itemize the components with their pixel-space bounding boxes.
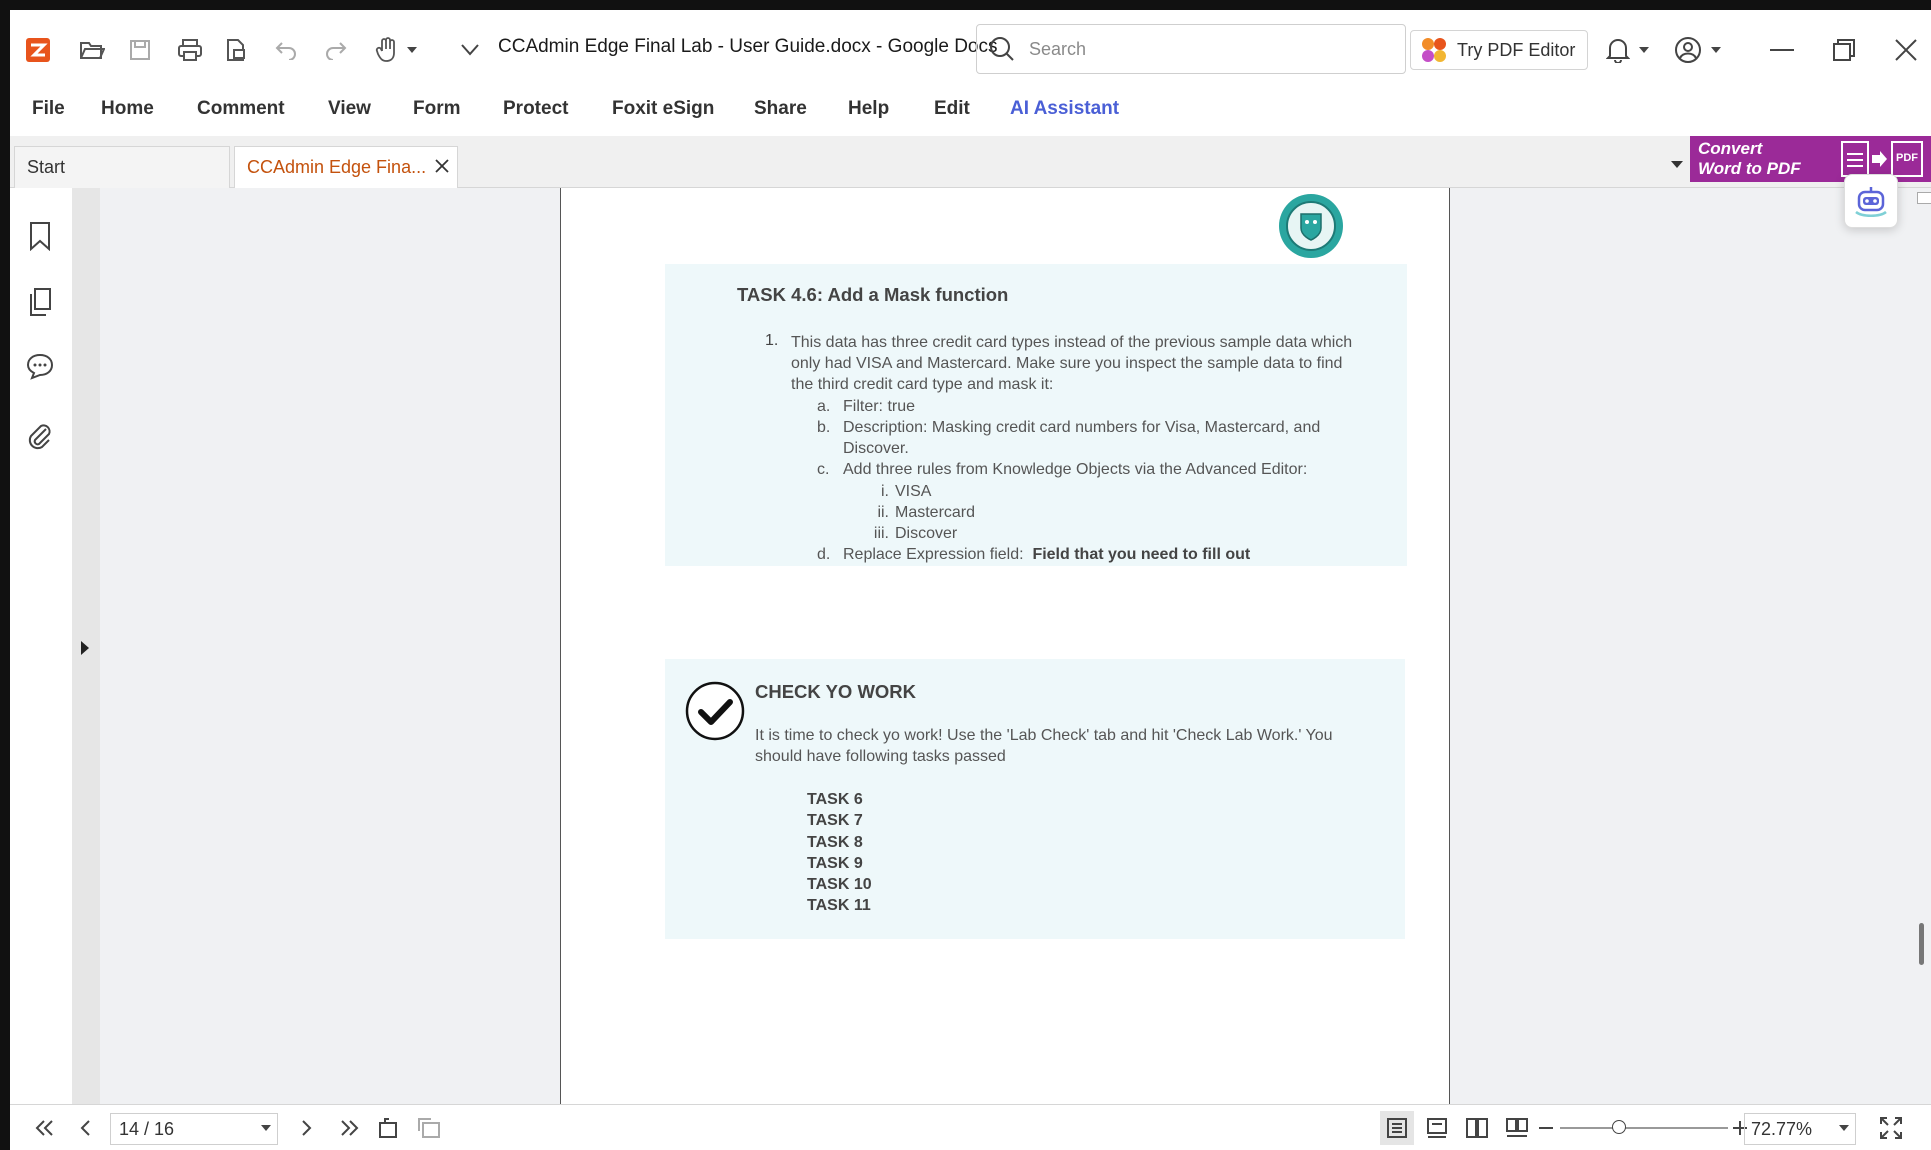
document-workspace [100,188,1931,1104]
facing-view-icon[interactable] [1460,1111,1494,1145]
page-dropdown-icon[interactable] [261,1125,271,1131]
substep-label: a. [817,398,831,415]
scroll-indicator[interactable] [1917,192,1931,204]
rule-visa: VISA [895,483,932,500]
try-pdf-editor-label: Try PDF Editor [1457,39,1576,60]
rule-mastercard: Mastercard [895,504,976,521]
task-box [665,264,1407,566]
zoom-slider-thumb[interactable] [1612,1120,1626,1134]
task-list-item: TASK 6 [807,791,863,808]
subsubstep-label: i. [881,483,889,500]
document-page [560,188,1450,1104]
substep-description: Description: Masking credit card numbers for Visa, Mastercard, and [843,419,1321,436]
zoom-dropdown-icon[interactable] [1839,1125,1849,1131]
tab-document-label: CCAdmin Edge Fina... [247,157,427,177]
menu-comment[interactable]: Comment [197,98,285,119]
checkmark-circle-icon [685,681,745,741]
check-work-title: CHECK YO WORK [755,681,917,702]
menu-home[interactable]: Home [101,98,154,119]
check-work-line: should have following tasks passed [755,748,1006,765]
menu-protect[interactable]: Protect [503,98,569,119]
bookmark-icon[interactable] [22,218,58,254]
task-list [807,789,872,917]
menu-ai-assistant[interactable]: AI Assistant [1010,98,1120,119]
menu-help[interactable]: Help [848,98,890,119]
pdf-editor-logo-icon [1421,37,1447,63]
redo-icon[interactable] [316,30,356,70]
page-number-value: 14 / 16 [119,1118,175,1139]
task-paragraph-line: This data has three credit card types instead of the previous sample data which [791,334,1353,351]
school-seal-logo [1277,192,1345,260]
page-number-selector[interactable] [110,1113,278,1145]
menu-edit[interactable]: Edit [934,98,970,119]
status-bar [10,1104,1931,1150]
task-list-item: TASK 9 [807,854,863,872]
menu-bar [10,86,1931,136]
zoom-level-selector[interactable] [1744,1113,1856,1145]
expand-panel-icon[interactable] [80,640,90,661]
zoom-level-value: 72.77% [1751,1118,1813,1139]
undo-icon[interactable] [266,30,306,70]
account-icon[interactable] [1668,30,1708,70]
comments-icon[interactable] [22,348,58,384]
open-folder-icon[interactable] [72,30,112,70]
foxit-logo-icon[interactable] [18,30,58,70]
task-paragraph-line: only had VISA and Mastercard. Make sure you inspect the sample data to find [791,355,1343,372]
subsubstep-label: iii. [873,525,889,542]
task-title: TASK 4.6: Add a Mask function [737,284,1009,305]
previous-page-icon[interactable] [68,1111,102,1145]
first-page-icon[interactable] [28,1111,62,1145]
task-paragraph-line: the third credit card type and mask it: [791,376,1054,393]
zoom-slider[interactable] [1560,1127,1728,1129]
hand-tool-icon[interactable] [366,30,406,70]
substep-replace-expression [843,546,1250,564]
task-list-item: TASK 8 [807,833,863,851]
close-window-icon[interactable] [1886,30,1926,70]
next-view-icon[interactable] [412,1111,446,1145]
hand-tool-dropdown-icon[interactable] [402,30,422,70]
pages-thumbnail-icon[interactable] [22,284,58,320]
save-icon[interactable] [120,30,160,70]
menu-file[interactable]: File [32,98,65,119]
task-list-item: TASK 7 [807,812,863,830]
substep-label: d. [817,546,831,563]
left-sidebar [10,188,72,1104]
substep-description-cont: Discover. [843,440,909,457]
tab-document[interactable] [234,146,458,188]
ai-assistant-floating-button[interactable] [1844,174,1898,228]
last-page-icon[interactable] [332,1111,366,1145]
next-page-icon[interactable] [290,1111,324,1145]
continuous-facing-view-icon[interactable] [1500,1111,1534,1145]
task-step-number: 1. [765,332,779,349]
menu-foxit-esign[interactable]: Foxit eSign [612,98,715,119]
search-box[interactable] [976,24,1406,74]
check-work-box [665,659,1405,939]
minimize-icon[interactable] [1762,30,1802,70]
menu-form[interactable]: Form [413,98,461,119]
menu-view[interactable]: View [328,98,371,119]
search-icon [989,36,1015,62]
menu-share[interactable]: Share [754,98,807,119]
substep-label: b. [817,419,831,436]
task-list-item: TASK 11 [807,897,871,915]
foxit-app-window [10,10,1931,1150]
notification-bell-icon[interactable] [1598,30,1638,70]
substep-filter: Filter: true [843,398,916,415]
restore-icon[interactable] [1824,30,1864,70]
substep-add-rules: Add three rules from Knowledge Objects via the Advanced Editor: [843,461,1308,478]
search-input[interactable] [1029,39,1389,60]
print-icon[interactable] [170,30,210,70]
page-setup-icon[interactable] [216,30,256,70]
banner-line-1: Convert [1698,139,1763,158]
continuous-view-icon[interactable] [1420,1111,1454,1145]
subsubstep-label: ii. [877,504,889,521]
tab-start[interactable] [14,146,230,188]
try-pdf-editor-button[interactable] [1410,30,1588,70]
document-title: CCAdmin Edge Final Lab - User Guide.docx - Google Docs [498,36,998,57]
account-dropdown-icon[interactable] [1706,30,1726,70]
zoom-out-icon[interactable] [1536,1111,1556,1145]
replace-expression-bold: Field that you need to fill out [1032,546,1251,563]
check-work-line: It is time to check yo work! Use the 'Lab Check' tab and hit 'Check Lab Work.' You [755,727,1333,744]
rule-discover: Discover [895,525,958,542]
close-tab-icon[interactable] [435,157,449,178]
single-page-view-icon[interactable] [1380,1111,1414,1145]
task-list-item: TASK 10 [807,876,872,894]
quick-access-chevron-icon[interactable] [450,30,490,70]
attachment-icon[interactable] [22,418,58,454]
tab-start-label: Start [27,157,66,177]
title-bar [10,10,1931,86]
tab-bar [10,136,1931,188]
tab-list-dropdown-icon[interactable] [1670,156,1684,174]
substep-label: c. [817,461,830,478]
ai-robot-icon [1852,184,1890,218]
banner-line-2: Word to PDF [1698,159,1801,178]
replace-expression-label: Replace Expression field: [843,546,1024,563]
notification-dropdown-icon[interactable] [1634,30,1654,70]
scrollbar-thumb[interactable] [1919,923,1924,965]
navigation-panel-collapsed [72,188,100,1104]
pdf-badge-label: PDF [1896,152,1918,164]
previous-view-icon[interactable] [372,1111,406,1145]
vertical-scrollbar[interactable] [1914,188,1931,1104]
fullscreen-icon[interactable] [1874,1111,1908,1145]
